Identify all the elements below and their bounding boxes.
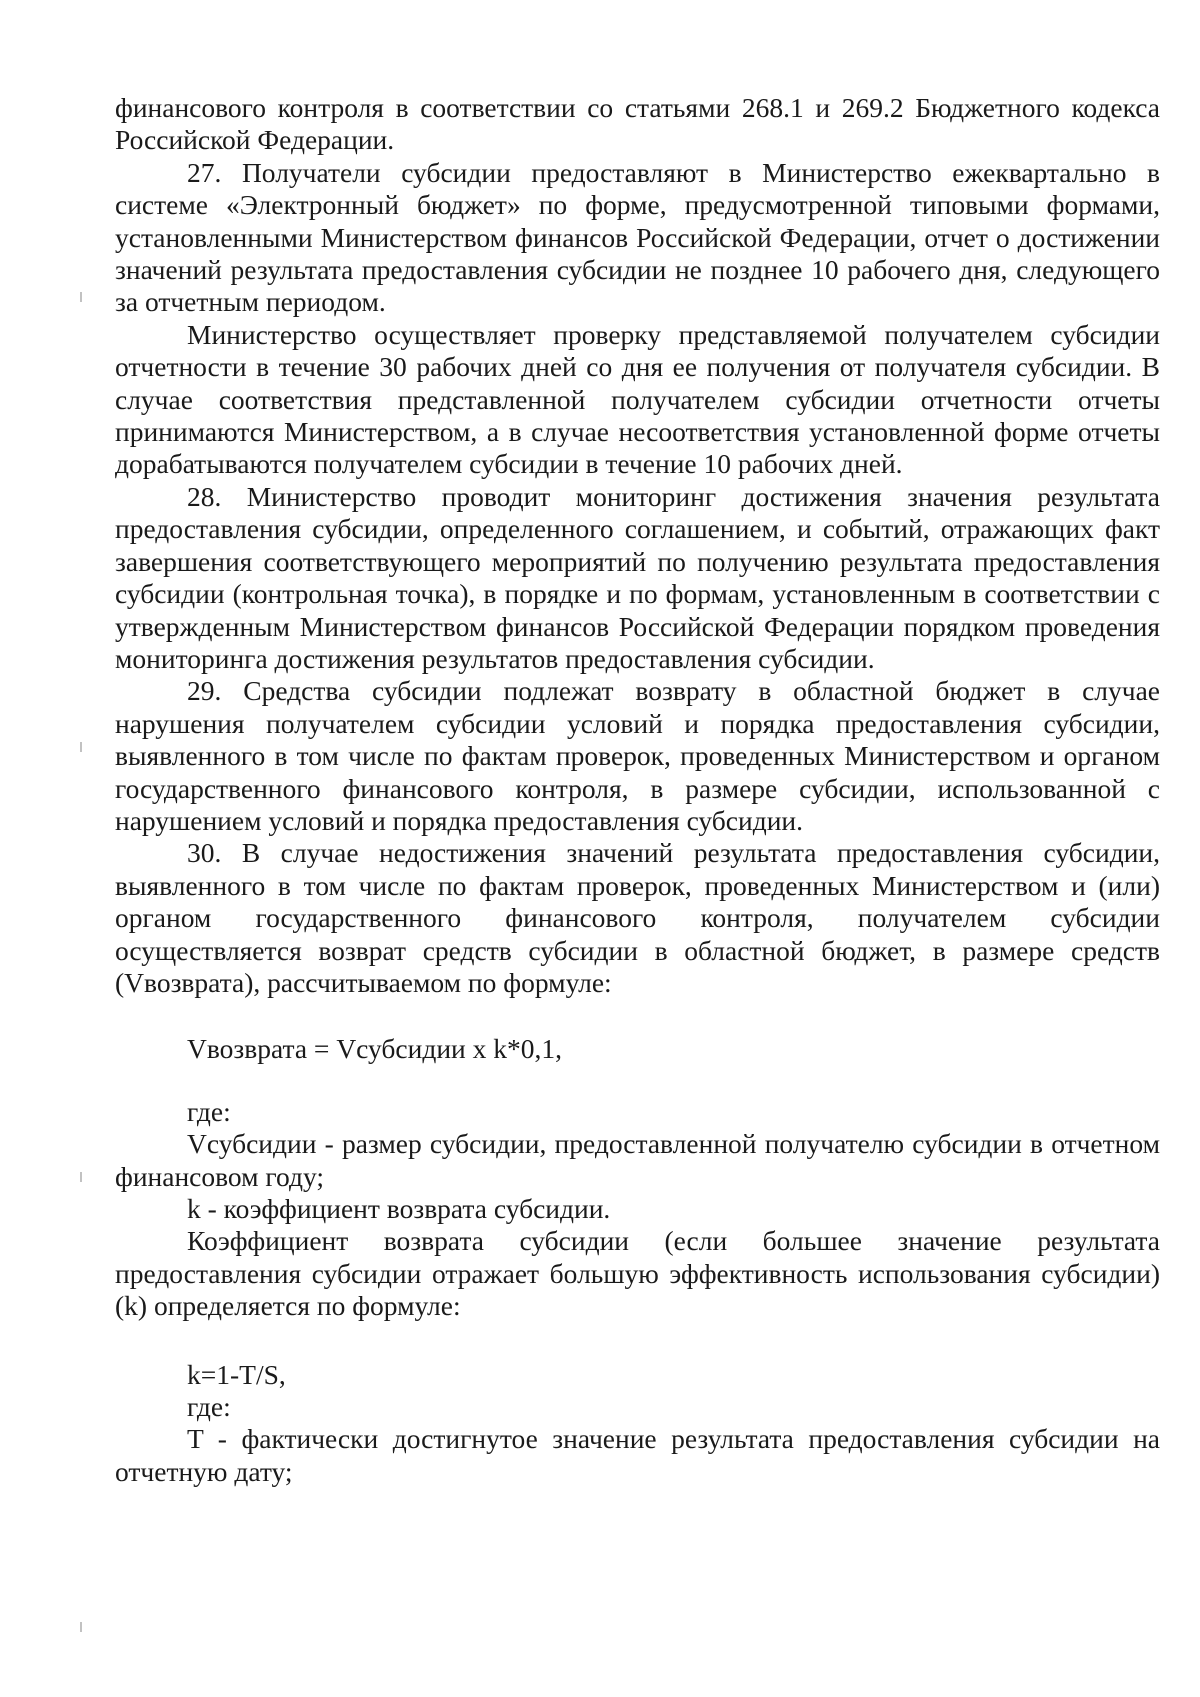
spacer — [115, 1066, 1160, 1096]
paragraph-29: 29. Средства субсидии подлежат возврату в областной бюджет в случае нарушения получателем субсидии условий и порядка предоставления субсидии, выявленного в том числе по фактам проверок, проведенных Министерством и органом государственного финансового контроля, в размере субсидии, использованной с нарушением условий и порядка предоставления субсидии. — [115, 675, 1160, 836]
paragraph-continuation: финансового контроля в соответствии со статьями 268.1 и 269.2 Бюджетного кодекса Российской Федерации. — [115, 92, 1160, 156]
spacer — [115, 999, 1160, 1033]
scan-artifact — [80, 742, 82, 752]
definition-t: T - фактически достигнутое значение результата предоставления субсидии на отчетную дату; — [115, 1423, 1160, 1487]
paragraph-coefficient: Коэффициент возврата субсидии (если большее значение результата предоставления субсидии отражает большую эффективность использования субсидии) (k) определяется по формуле: — [115, 1225, 1160, 1322]
paragraph-28: 28. Министерство проводит мониторинг достижения значения результата предоставления субсидии, определенного соглашением, и событий, отражающих факт завершения соответствующего мероприятий по получению результата предоставления субсидии (контрольная точка), в порядке и по формам, установленным в соответствии с утвержденным Министерством финансов Российской Федерации порядком проведения мониторинга достижения результатов предоставления субсидии. — [115, 480, 1160, 674]
spacer — [115, 1323, 1160, 1359]
paragraph-27-verification: Министерство осуществляет проверку представляемой получателем субсидии отчетности в течение 30 рабочих дней со дня ее получения от получателя субсидии. В случае соответствия представленной получателем субсидии отчетности отчеты принимаются Министерством, а в случае несоответствия установленной форме отчеты дорабатываются получателем субсидии в течение 10 рабочих дней. — [115, 318, 1160, 480]
scan-artifact — [80, 1172, 82, 1182]
scan-artifact — [80, 1622, 82, 1632]
paragraph-27: 27. Получатели субсидии предоставляют в Министерство ежеквартально в системе «Электронный бюджет» по форме, предусмотренной типовыми формами, установленными Министерством финансов Российской Федерации, отчет о достижении значений результата предоставления субсидии не позднее 10 рабочего дня, следующего за отчетным периодом. — [115, 156, 1160, 318]
formula-coefficient: k=1-T/S, — [187, 1358, 286, 1390]
paragraph-30: 30. В случае недостижения значений результата предоставления субсидии, выявленного в том числе по фактам проверок, проведенных Министерством и (или) органом государственного финансового контроля, получателем субсидии осуществляется возврат средств субсидии в областной бюджет, в размере средств (Vвозврата), рассчитываемом по формуле: — [115, 837, 1160, 998]
where-label: где: — [187, 1095, 231, 1127]
where-label: где: — [187, 1391, 231, 1423]
document-body — [115, 92, 1160, 1488]
definition-vsubsidy: Vсубсидии - размер субсидии, предоставленной получателю субсидии в отчетном финансовом году; — [115, 1128, 1160, 1192]
scan-artifact — [80, 292, 82, 302]
definition-k: k - коэффициент возврата субсидии. — [187, 1193, 611, 1224]
formula-return-amount: Vвозврата = Vсубсидии x k*0,1, — [187, 1033, 562, 1065]
